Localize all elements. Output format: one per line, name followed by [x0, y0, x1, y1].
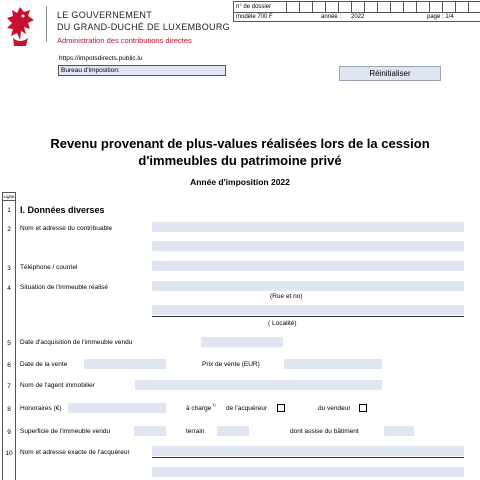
- land-field[interactable]: [217, 426, 249, 436]
- seller-charge-label: du vendeur: [318, 405, 351, 412]
- bureau-imposition-field[interactable]: [58, 65, 226, 76]
- property-location-label: Situation de l'immeuble réalisé: [20, 284, 108, 291]
- line-number: 4: [7, 285, 11, 292]
- fees-charge-label: à charge: [186, 405, 212, 412]
- fees-field[interactable]: [68, 403, 166, 413]
- building-footprint-field[interactable]: [384, 426, 414, 436]
- property-locality-field[interactable]: [152, 305, 464, 315]
- dossier-digit-cell[interactable]: [403, 2, 417, 12]
- dossier-digit-cell[interactable]: [442, 2, 456, 12]
- taxpayer-name-field[interactable]: [152, 222, 464, 232]
- taxpayer-name-label: Nom et adresse du contribuable: [20, 225, 113, 232]
- luxembourg-lion-logo-icon: [4, 4, 36, 48]
- dossier-digit-cell[interactable]: [468, 2, 480, 12]
- form-title-line2: d'immeubles du patrimoine privé: [138, 153, 342, 168]
- buyer-name-label: Nom et adresse exacte de l'acquéreur: [20, 449, 130, 456]
- property-street-field[interactable]: [152, 281, 464, 291]
- acquisition-date-field[interactable]: [201, 337, 283, 347]
- surface-field[interactable]: [134, 426, 166, 436]
- dossier-digit-cell[interactable]: [351, 2, 365, 12]
- dossier-digit-cell[interactable]: [416, 2, 430, 12]
- building-footprint-label: dont assise du bâtiment: [290, 428, 359, 435]
- gov-line2: DU GRAND-DUCHÉ DE LUXEMBOURG: [57, 22, 230, 32]
- website-url[interactable]: https://impotsdirects.public.lu: [59, 55, 143, 62]
- locality-caption: ( Localité): [268, 320, 297, 327]
- line-number: 9: [7, 429, 11, 436]
- sale-price-label: Prix de vente (EUR): [202, 361, 260, 368]
- form-title-line1: Revenu provenant de plus-values réalisées lors de la cession: [50, 136, 430, 151]
- land-label: terrain: [186, 428, 205, 435]
- buyer-name-underline: [152, 457, 464, 458]
- section-heading: I. Données diverses: [20, 205, 105, 215]
- logo-divider: [46, 6, 47, 42]
- phone-email-field[interactable]: [152, 261, 464, 271]
- line-number: 2: [7, 226, 11, 233]
- bureau-label: Bureau d'imposition:: [61, 67, 120, 74]
- tax-year-subtitle: Année d'imposition 2022: [190, 177, 290, 187]
- dossier-digit-cell[interactable]: [429, 2, 443, 12]
- dossier-digit-cell[interactable]: [286, 2, 300, 12]
- year-label: année :: [321, 14, 342, 20]
- model-code: modèle 700 F: [236, 14, 273, 20]
- gov-line1: LE GOUVERNEMENT: [57, 10, 153, 20]
- seller-charge-checkbox[interactable]: [359, 404, 367, 412]
- ligne-header-divider: [2, 200, 16, 201]
- dossier-digit-cell[interactable]: [299, 2, 313, 12]
- buyer-name-field[interactable]: [152, 446, 464, 456]
- taxpayer-address-field[interactable]: [152, 241, 464, 251]
- footnote-marker: 1): [212, 402, 216, 407]
- dossier-label: n° de dossier: [236, 4, 272, 10]
- agent-name-field[interactable]: [135, 380, 382, 390]
- line-number: 8: [7, 406, 11, 413]
- ligne-column: [2, 192, 16, 480]
- dossier-digit-cell[interactable]: [364, 2, 378, 12]
- administration-name: Administration des contributions directes: [57, 36, 192, 45]
- street-caption: (Rue et no): [270, 293, 303, 300]
- dossier-digit-cell[interactable]: [377, 2, 391, 12]
- dossier-digit-cell[interactable]: [338, 2, 352, 12]
- line-number: 1: [7, 207, 11, 214]
- agent-name-label: Nom de l'agent immobilier: [20, 382, 95, 389]
- buyer-address-field[interactable]: [152, 467, 464, 477]
- reset-button[interactable]: Réinitialiser: [339, 66, 441, 81]
- dossier-digit-cell[interactable]: [312, 2, 326, 12]
- line-number: 5: [7, 340, 11, 347]
- fees-label: Honoraires (€): [20, 405, 62, 412]
- dossier-digit-cell[interactable]: [455, 2, 469, 12]
- dossier-digit-cell[interactable]: [390, 2, 404, 12]
- year-value: 2022: [351, 14, 365, 20]
- line-number: 3: [7, 265, 11, 272]
- locality-underline: [152, 316, 464, 317]
- model-info-bar: [233, 12, 480, 22]
- sale-date-label: Date de la vente: [20, 361, 68, 368]
- ligne-header: Ligne: [3, 194, 15, 199]
- page-indicator: page : 1/4: [427, 14, 454, 20]
- surface-label: Superficie de l'immeuble vendu: [20, 428, 111, 435]
- phone-email-label: Téléphone / courriel: [20, 264, 78, 271]
- sale-price-field[interactable]: [284, 359, 382, 369]
- acquisition-date-label: Date d'acquisition de l'immeuble vendu: [20, 339, 133, 346]
- sale-date-field[interactable]: [84, 359, 166, 369]
- line-number: 6: [7, 362, 11, 369]
- buyer-charge-label: de l'acquéreur: [226, 405, 267, 412]
- dossier-digit-cell[interactable]: [325, 2, 339, 12]
- line-number: 7: [7, 383, 11, 390]
- line-number: 10: [5, 450, 13, 457]
- buyer-charge-checkbox[interactable]: [277, 404, 285, 412]
